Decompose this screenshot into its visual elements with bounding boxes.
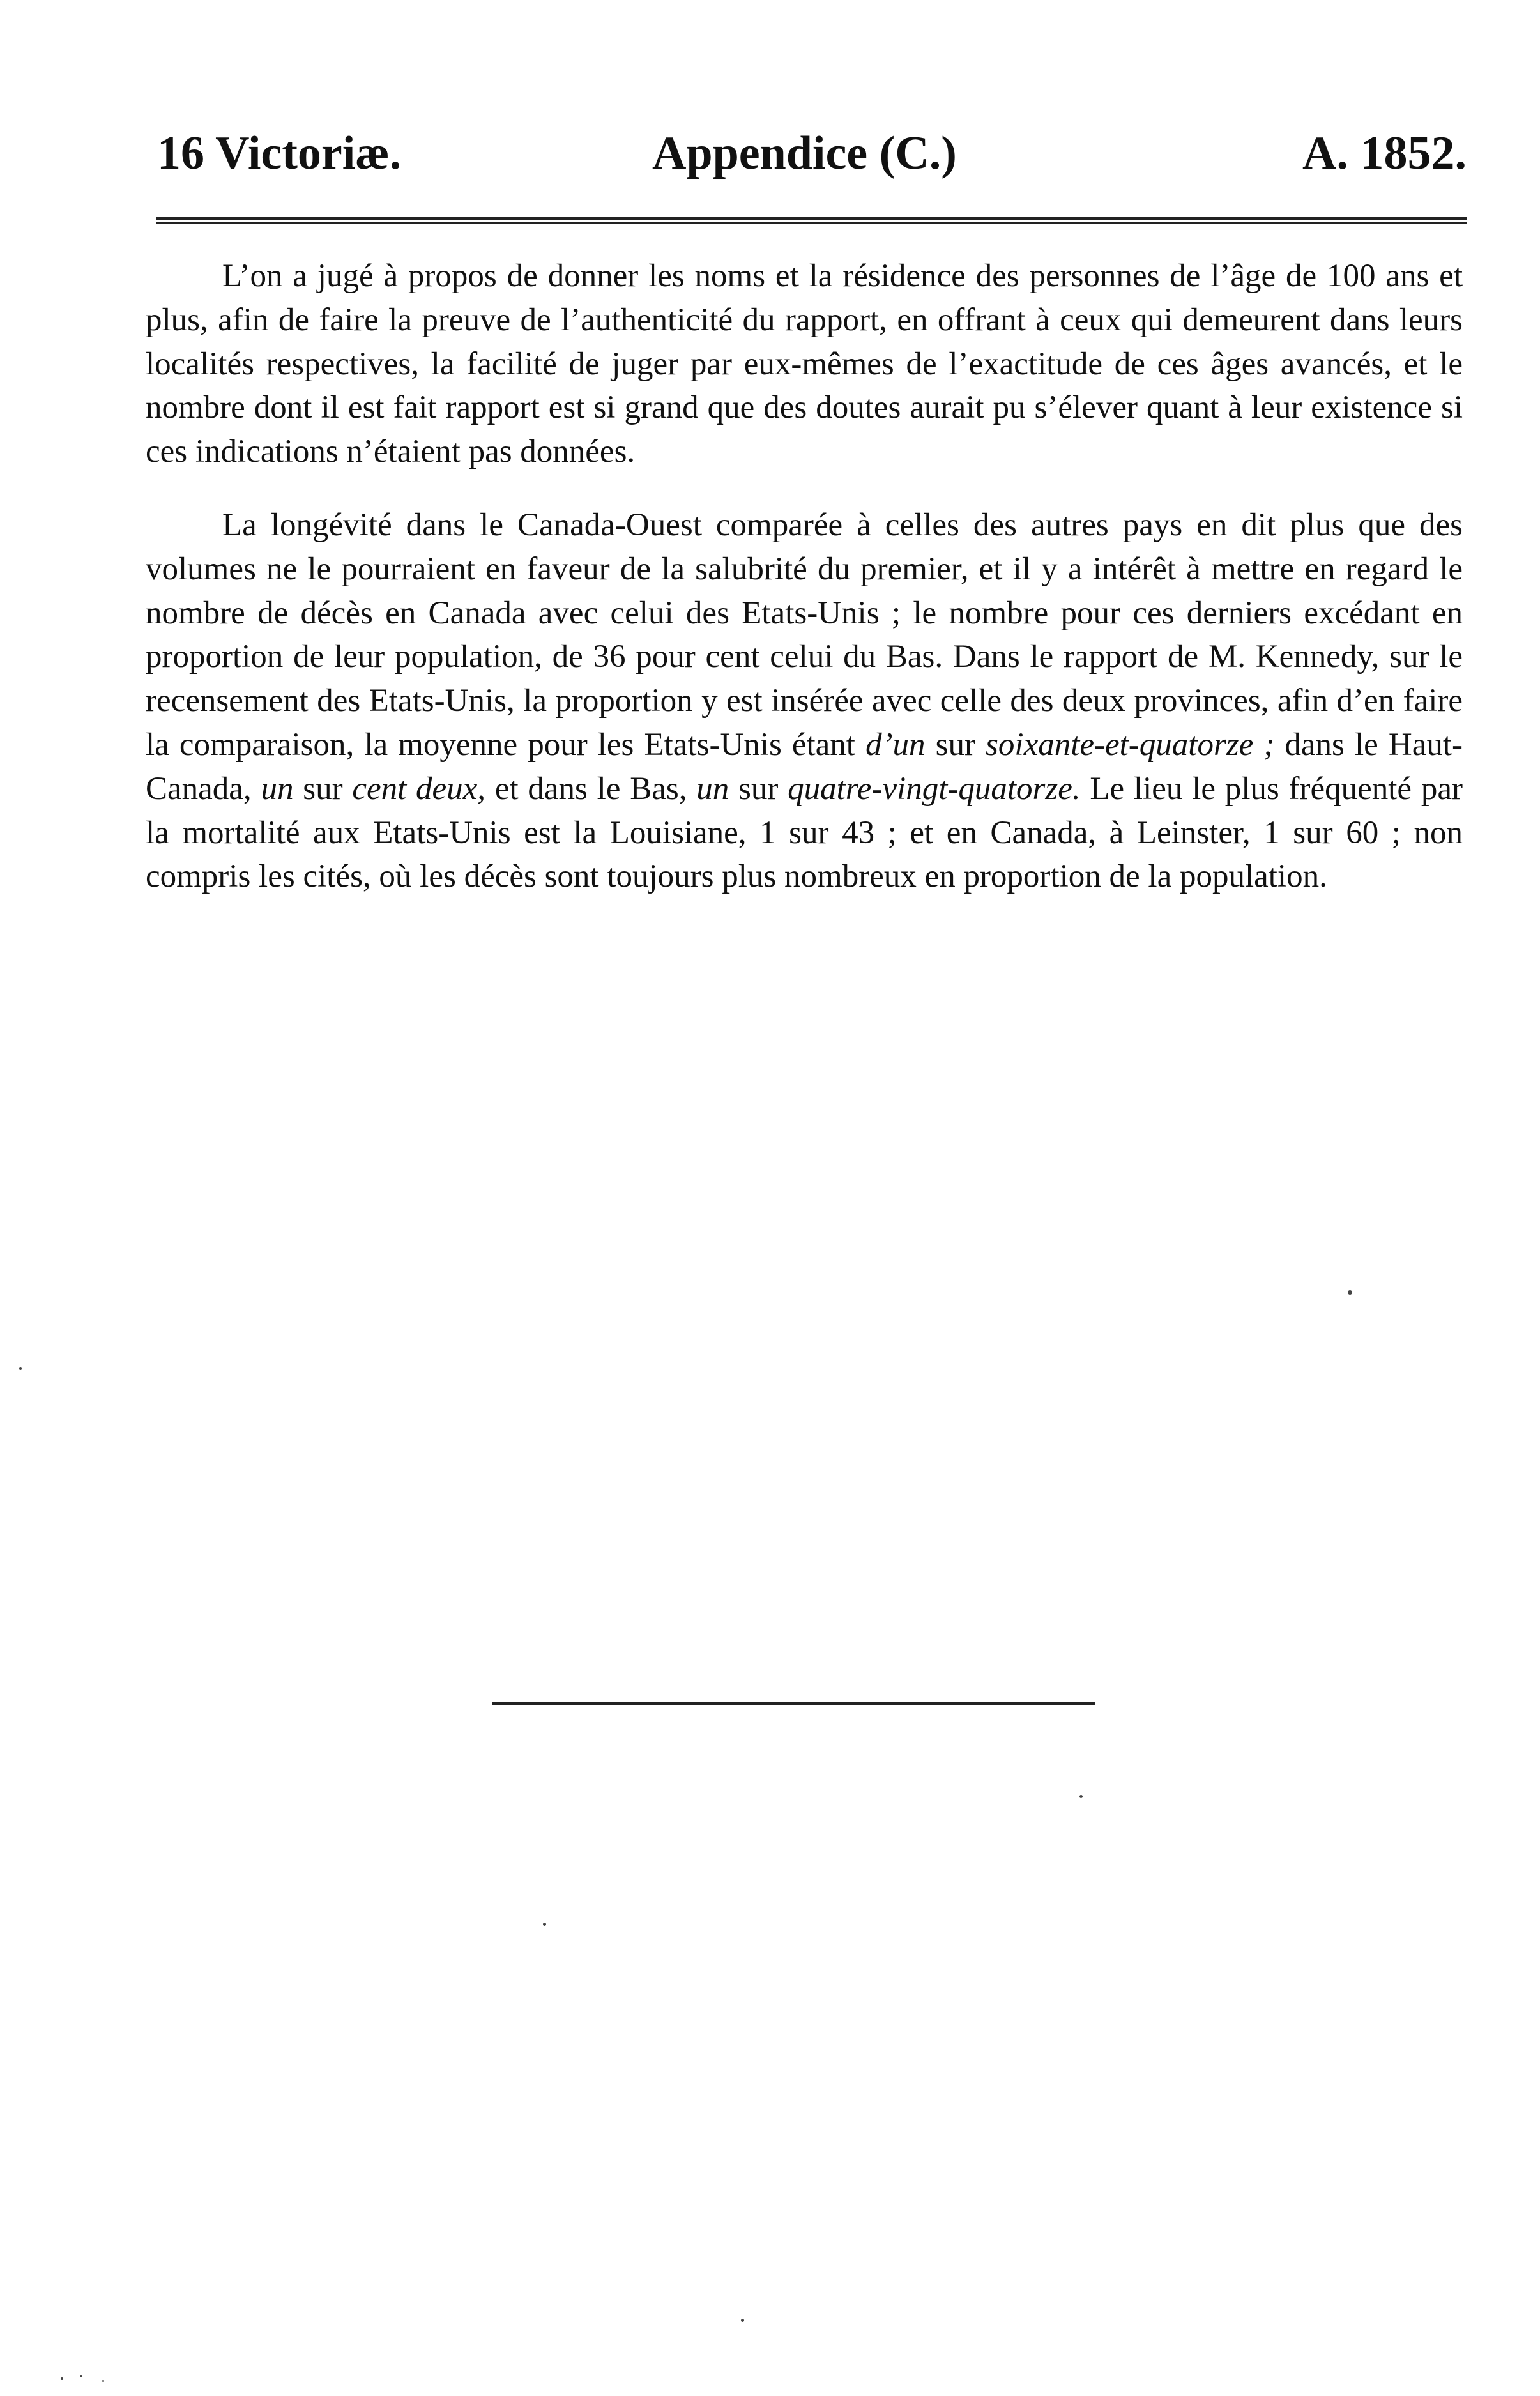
paragraph-1: L’on a jugé à propos de donner les noms et la résidence des personnes de l’âge de 100 ans et plus, afin de faire la preuve de l’authenticité du rapport, en offrant à ceux qui demeurent dans leurs localités respectives, la facilité de juger par eux-mêmes de l’exactitude de ces âges avancés, et le nombre dont il est fait rapport est si grand que des doutes aurait pu s’élever quant à leur existence si ces indications n’étaient pas données. — [146, 258, 1463, 470]
paragraph-2-text: dans le Haut-Canada, — [146, 726, 1463, 807]
header-appendix: Appendice (C.) — [652, 127, 957, 179]
page-header — [157, 121, 1467, 185]
paragraph-2 — [146, 503, 1463, 899]
paragraph-2-text: sur — [925, 726, 986, 763]
italic-text: un — [696, 770, 729, 807]
paragraph-2-text: sur — [729, 770, 788, 807]
body-text — [146, 254, 1463, 899]
paragraph-2-text: Le lieu le plus fréquenté par la mortalité aux Etats-Unis est la Louisiane, 1 sur 43 ; et en Canada, à Leinster, 1 sur 60 ; non compris les cités, où les décès sont toujours plus nombreux en proportion de la population. — [146, 770, 1463, 895]
scan-speck — [1079, 1795, 1083, 1798]
paragraph-2-text: et dans le Bas, — [485, 770, 697, 807]
header-session: 16 Victoriæ. — [157, 127, 402, 179]
scan-speck — [80, 2375, 82, 2377]
header-double-rule — [156, 217, 1467, 224]
italic-text: d’un — [865, 726, 926, 763]
paragraph-2-text: La longévité dans le Canada-Ouest comparée à celles des autres pays en dit plus que des volumes ne le pourraient en faveur de la salubrité du premier, et il y a intérêt à mettre en regard le nombre de décès en Canada avec celui des Etats-Unis ; le nombre pour ces derniers excédant en proportion de leur population, de 36 pour cent celui du Bas. Dans le rapport de M. Kennedy, sur le recensement des Etats-Unis, la proportion y est insérée avec celle des deux provinces, afin d’en faire la comparaison, la moyenne pour les Etats-Unis étant — [146, 507, 1463, 763]
header-year: A. 1852. — [1302, 127, 1467, 179]
closing-rule — [492, 1702, 1095, 1705]
scan-speck — [543, 1923, 546, 1926]
scan-speck — [741, 2319, 744, 2322]
italic-text: cent deux, — [352, 770, 486, 807]
scan-speck — [1348, 1290, 1352, 1295]
italic-text: un — [261, 770, 294, 807]
italic-text: quatre-vingt-quatorze. — [788, 770, 1081, 807]
scan-speck — [19, 1367, 22, 1370]
scan-speck — [102, 2380, 104, 2382]
scan-speck — [61, 2377, 63, 2380]
paragraph-2-text: sur — [293, 770, 353, 807]
italic-text: soixante-et-quatorze ; — [986, 726, 1275, 763]
